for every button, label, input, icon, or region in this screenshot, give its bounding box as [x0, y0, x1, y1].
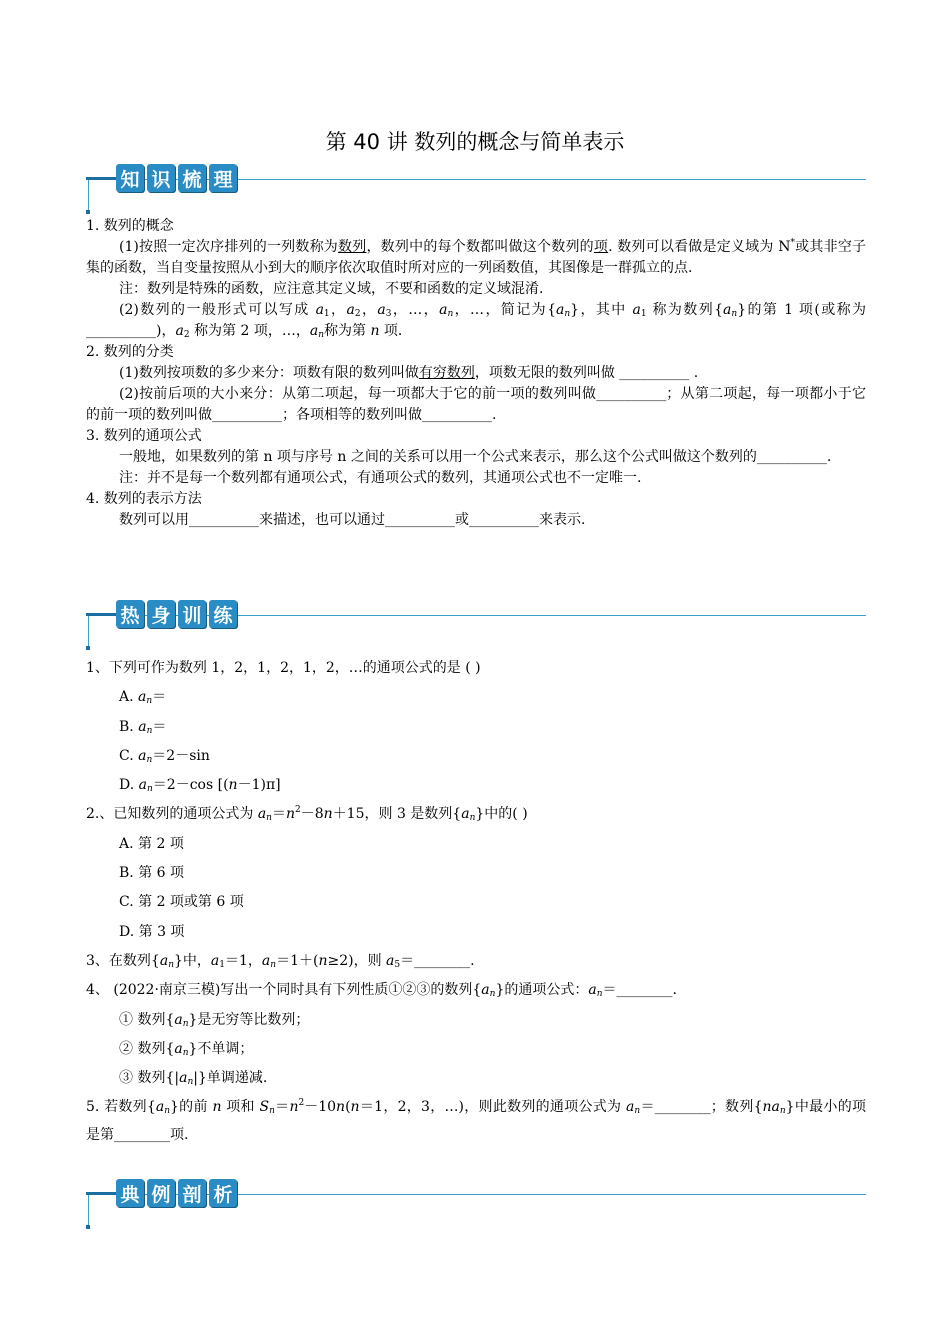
- section-badge-char: 析: [209, 1179, 237, 1207]
- q1-option-c: C. $a_n=2-\sin$: [119, 747, 210, 765]
- section-header-warmup: [86, 600, 866, 650]
- q2-option-d: D. 第 3 项: [119, 923, 185, 940]
- heading-representation: 4. 数列的表示方法: [86, 491, 202, 507]
- note-general-term: 注：并不是每一个数列都有通项公式，有通项公式的数列，其通项公式也不一定唯一.: [119, 470, 642, 486]
- heading-classification: 2. 数列的分类: [86, 344, 174, 360]
- section-header-knowledge: [86, 164, 866, 214]
- q2-option-c: C. 第 2 项或第 6 项: [119, 894, 244, 911]
- section-badge-char: 典: [116, 1179, 144, 1207]
- q2-option-b: B. 第 6 项: [119, 865, 184, 882]
- section-badge-char: 理: [209, 164, 237, 192]
- section-badge-char: 知: [116, 164, 144, 192]
- page-title: 第 40 讲 数列的概念与简单表示: [325, 130, 625, 154]
- paragraph-class-1: (1)数列按项数的多少来分：项数有限的数列叫做有穷数列，项数无限的数列叫做 __________ .: [119, 365, 699, 381]
- section-badge-char: 剖: [178, 1179, 206, 1207]
- heading-general-term: 3. 数列的通项公式: [86, 428, 202, 444]
- q4-property-1: ① 数列$\{a_n\}$是无穷等比数列；: [119, 1011, 310, 1029]
- paragraph-class-2: (2)按前后项的大小来分：从第二项起，每一项都大于它的前一项的数列叫做__________；从第二项起，每一项都小于它的前一项的数列叫做__________；各项相等的数列叫做__________.: [86, 386, 866, 423]
- knowledge-content: [86, 216, 866, 531]
- paragraph-general-form: (2)数列的一般形式可以写成 $a_1$，$a_2$，$a_3$，…，$a_n$，…，简记为$\{a_n\}$，其中 $a_1$ 称为数列$\{a_n\}$的第 1 项(或称为__________)，$a_2$ 称为第 2 项，…，$a_n$称为第 n 项.: [86, 302, 867, 340]
- q1-option-a: A. $a_n=$: [119, 689, 167, 707]
- paragraph-general-term: 一般地，如果数列的第 n 项与序号 n 之间的关系可以用一个公式来表示，那么这个公式叫做这个数列的__________.: [119, 449, 832, 465]
- paragraph-concept-1: (1)按照一定次序排列的一列数称为数列，数列中的每个数都叫做这个数列的项. 数列可以看做是定义域为 N*或其非空子集的函数，当自变量按照从小到大的顺序依次取值时所对应的一列函数值，其图像是一群孤立的点.: [86, 238, 867, 276]
- question-1: 1、下列可作为数列 1，2，1，2，1，2，…的通项公式的是 ( ): [86, 660, 481, 676]
- q4-property-3: ③ 数列$\{|a_n|\}$单调递减.: [119, 1070, 268, 1088]
- section-badge-char: 身: [147, 600, 175, 628]
- q4-property-2: ② 数列$\{a_n\}$不单调；: [119, 1040, 254, 1058]
- question-4: 4、 (2022·南京三模)写出一个同时具有下列性质①②③的数列$\{a_n\}$的通项公式：$a_n=\_\_\_\_\_\_\_\_$.: [86, 982, 677, 1000]
- question-2: 2.、已知数列的通项公式为 $a_n=n^2-8n+15$，则 3 是数列$\{a_n\}$中的( ): [86, 805, 528, 824]
- paragraph-representation: 数列可以用__________来描述，也可以通过__________或__________来表示.: [119, 512, 586, 528]
- heading-concept: 1. 数列的概念: [86, 218, 174, 234]
- section-badge-char: 识: [147, 164, 175, 192]
- q2-option-a: A. 第 2 项: [119, 835, 184, 852]
- section-header-examples: [86, 1179, 866, 1229]
- q1-option-b: B. $a_n=$: [119, 718, 167, 736]
- section-badge-char: 梳: [178, 164, 206, 192]
- warmup-content: [86, 654, 866, 1149]
- question-3: 3、在数列$\{a_n\}$中，$a_1=1$，$a_n=1+(n\ge 2)$，则 $a_5=\_\_\_\_\_\_\_\_$.: [86, 952, 475, 970]
- question-5: 5. 若数列$\{a_n\}$的前 n 项和 $S_n=n^2-10n(n=1$，2，3，…)，则此数列的通项公式为 $a_n=\_\_\_\_\_\_\_\_$；数列$\{na_n\}$中最小的项是第________项.: [86, 1098, 866, 1144]
- q1-option-d: D. $a_n=2-\cos$ [(n－1)π]: [119, 777, 281, 795]
- note-function: 注：数列是特殊的函数，应注意其定义域，不要和函数的定义域混淆.: [119, 281, 544, 297]
- section-badge-char: 训: [178, 600, 206, 628]
- section-badge-char: 热: [116, 600, 144, 628]
- section-badge-char: 例: [147, 1179, 175, 1207]
- section-badge-char: 练: [209, 600, 237, 628]
